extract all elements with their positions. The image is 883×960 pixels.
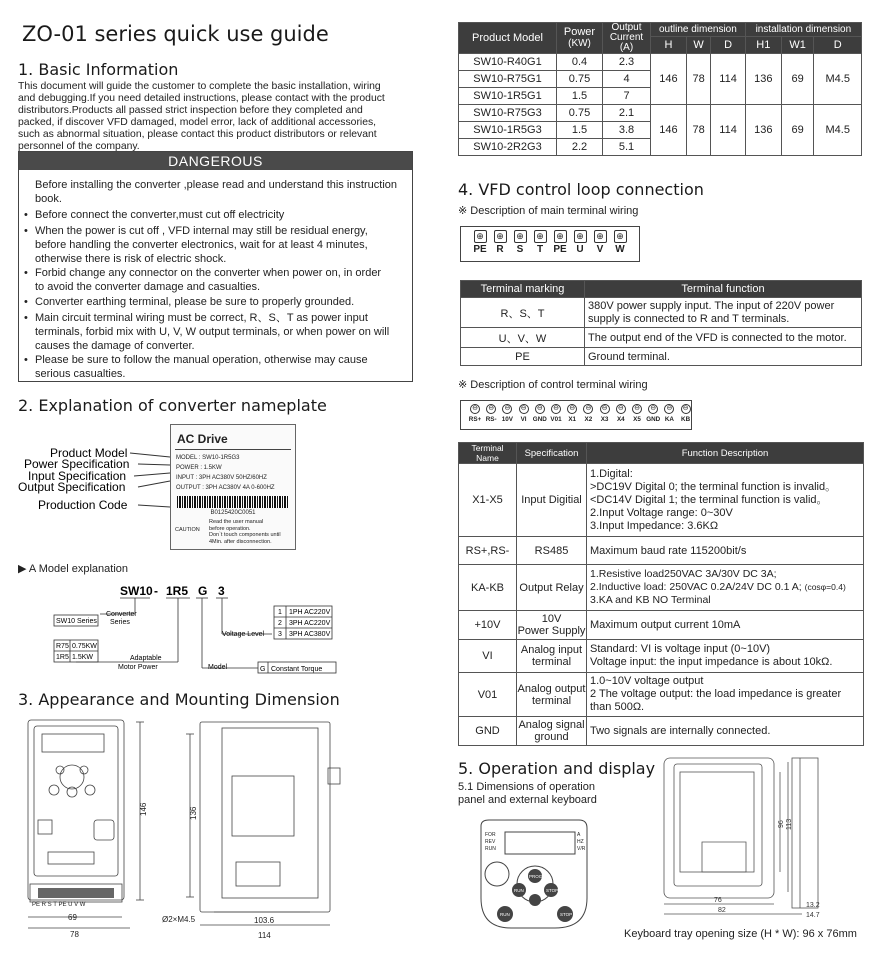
main-terminal-t: ⊕ T [531, 230, 549, 257]
control-terminal-strip [460, 400, 692, 430]
control-terminal-gnd: ⊖ GND [532, 405, 547, 423]
svg-text:3: 3 [278, 631, 282, 638]
control-terminal-rs: ⊖ RS- [485, 405, 497, 423]
control-terminal-desc: ※ Description of control terminal wiring [458, 379, 648, 391]
main-terminal-s: ⊕ S [511, 230, 529, 257]
control-terminal-ka: ⊖ KA [664, 405, 674, 423]
dimension-drawings [10, 712, 430, 944]
svg-text:STOP: STOP [546, 888, 559, 893]
svg-text:G: G [260, 666, 266, 673]
page-title: ZO-01 series quick use guide [22, 22, 329, 46]
warn-line: Forbid change any connector on the converter when power on, in order [35, 267, 382, 279]
svg-text:PE R S T PE U V W: PE R S T PE U V W [32, 902, 86, 908]
nameplate: AC Drive MODEL : SW10-1R5G3 POWER : 1.5KW INPUT : 3PH AC380V 50HZ/60HZ OUTPUT : 3PH AC380V 4A 0-600HZ B0125420C0051 CAUTION Read the user manual before operation. Don`t touch components until 4Min. after disconnection. [170, 424, 296, 550]
svg-text:78: 78 [70, 930, 79, 939]
svg-text:1R5: 1R5 [166, 584, 189, 598]
svg-text:1: 1 [278, 609, 282, 616]
svg-text:13.2: 13.2 [806, 902, 820, 909]
label-production-code: Production Code [38, 498, 128, 512]
control-terminal-x2: ⊖ X2 [584, 405, 593, 423]
svg-text:RUN: RUN [514, 888, 524, 893]
warn-line: terminals, forbid mix with U, V, W output terminals, or when power on will [35, 326, 390, 338]
warn-line: Please be sure to follow the manual operation, otherwise may cause [35, 354, 368, 366]
section-4-heading: 4. VFD control loop connection [458, 180, 704, 199]
plate-code: B0125420C0051 [210, 510, 256, 516]
svg-text:Voltage Level: Voltage Level [222, 631, 265, 638]
svg-text:V/R: V/R [577, 846, 586, 852]
main-terminal-pe: ⊕ PE [553, 231, 567, 255]
warn-line: Converter earthing terminal, please be sure to properly grounded. [35, 296, 355, 308]
section-5-heading: 5. Operation and display [458, 759, 656, 778]
svg-text:1R5: 1R5 [56, 654, 69, 661]
svg-text:136: 136 [189, 806, 198, 820]
svg-text:113: 113 [786, 818, 793, 830]
control-terminal-v01: ⊖ V01 [550, 405, 562, 423]
svg-text:82: 82 [718, 907, 726, 914]
main-terminal-u: ⊕ U [571, 230, 589, 257]
warn-line: causes the damage of converter. [35, 340, 195, 352]
model-code-diagram [40, 578, 350, 676]
control-terminal-x5: ⊖ X5 [633, 405, 641, 423]
warn-line: Main circuit terminal wiring must be correct, R、S、T as power input [35, 312, 368, 324]
svg-text:3PH AC380V: 3PH AC380V [289, 631, 331, 638]
svg-text:69: 69 [68, 913, 77, 922]
svg-text:G: G [198, 584, 208, 598]
label-product-model: Product Model [50, 446, 128, 460]
svg-text:Converter: Converter [106, 611, 137, 618]
main-terminal-table: Terminal marking Terminal function R、S、T 380V power supply input. The input of 220V power supply is connected to R and T terminals. U、V、W The output end of the VFD is connected to the motor. PE Ground terminal. [460, 280, 862, 366]
control-terminal-x3: ⊖ X3 [600, 405, 609, 423]
svg-text:REV: REV [485, 839, 496, 845]
warn-line: Before connect the converter,must cut off electricity [35, 209, 285, 221]
svg-text:14.7: 14.7 [806, 912, 820, 919]
control-terminal-x4: ⊖ X4 [616, 405, 625, 423]
plate-power: POWER : 1.5KW [176, 465, 222, 471]
svg-text:HZ: HZ [577, 839, 584, 845]
svg-text:SW10: SW10 [120, 584, 153, 598]
control-terminal-vi: ⊖ VI [516, 404, 532, 426]
label-power-spec: Power Specification [24, 457, 130, 471]
control-terminal-kb: ⊖ KB [681, 405, 691, 423]
plate-caution: CAUTION [175, 527, 200, 533]
svg-text:114: 114 [258, 931, 271, 940]
main-terminal-strip [460, 226, 640, 262]
section-3-heading: 3. Appearance and Mounting Dimension [18, 690, 340, 709]
main-terminal-w: ⊕ W [615, 231, 625, 255]
product-model-table: Product Model Power (KW) Output Current (A) outline dimension installation dimension H W D H1 W1 D SW10-R40G1 0.4 2.3 146 78 114 136 69 M4.5 SW10-R75G1 0.75 4 SW10-1R5G1 1.5 7 SW10-R75G3 0.75 2.1 146 78 114 136 69 M4.5 SW10-1R5G3 1.5 3.8 SW10-2R2G3 2.2 5.1 [458, 22, 862, 156]
svg-text:RUN: RUN [485, 846, 496, 852]
svg-text:Model: Model [208, 664, 228, 671]
plate-model: MODEL : SW10-1R5G3 [176, 455, 240, 461]
keypad-drawing [475, 818, 595, 930]
svg-text:RUN: RUN [500, 912, 510, 917]
warn-line: to avoid the converter damage and casualties. [35, 281, 261, 293]
col-product-model: Product Model [459, 23, 557, 54]
svg-text:Adaptable: Adaptable [130, 655, 162, 662]
keyboard-tray-drawing [662, 752, 832, 924]
plate-input: INPUT : 3PH AC380V 50HZ/60HZ [176, 475, 267, 481]
svg-text:FOR: FOR [485, 832, 496, 838]
svg-text:PROG: PROG [529, 874, 543, 879]
model-explanation-title: ▶ A Model explanation [18, 563, 128, 575]
section-5-subtitle: 5.1 Dimensions of operation panel and external keyboard [458, 781, 597, 806]
svg-text:1PH AC220V: 1PH AC220V [289, 609, 331, 616]
warn-line: Before installing the converter ,please read and understand this instruction [35, 179, 397, 191]
section-1-heading: 1. Basic Information [18, 60, 179, 79]
label-output-spec: Output Specification [18, 480, 126, 494]
main-terminal-desc: ※ Description of main terminal wiring [458, 205, 639, 217]
control-terminal-rs: ⊖ RS+ [468, 405, 482, 423]
warn-line: before handling the converter electronics, wait for at least 4 minutes, [35, 239, 368, 251]
svg-text:Series: Series [110, 619, 130, 626]
basic-info-text: This document will guide the customer to complete the basic installation, wiring and debugging.If you need detailed instructions, please contact with the product distributors.Products all passed strict inspection before they completed and packed, if discover VFD damaged, model error, lack of additional accessories, such as abnormal situation, please contact this product distributors or relevant personnel of the company. [18, 81, 385, 152]
control-terminal-gnd: ⊖ GND [646, 405, 661, 423]
svg-text:R75: R75 [56, 643, 69, 650]
control-terminal-10v: ⊖ 10V [501, 405, 513, 423]
svg-text:76: 76 [714, 897, 722, 904]
svg-text:STOP: STOP [560, 912, 573, 917]
table-cell: SW10-R40G1 [459, 54, 557, 71]
section-2-heading: 2. Explanation of converter nameplate [18, 396, 327, 415]
nameplate-brand: AC Drive [177, 432, 228, 446]
svg-text:2: 2 [278, 620, 282, 627]
svg-text:1.5KW: 1.5KW [72, 654, 94, 661]
svg-text:0.75KW: 0.75KW [72, 643, 97, 650]
svg-text:-: - [154, 584, 158, 598]
svg-text:103.6: 103.6 [254, 916, 275, 925]
svg-text:Ø2×M4.5: Ø2×M4.5 [162, 915, 196, 924]
svg-text:Constant Torque: Constant Torque [271, 666, 323, 673]
main-terminal-r: ⊕ R [491, 230, 509, 257]
main-terminal-pe: ⊕ PE [473, 231, 487, 255]
svg-text:146: 146 [139, 802, 148, 816]
svg-text:3PH AC220V: 3PH AC220V [289, 620, 331, 627]
warn-line: book. [35, 193, 62, 205]
tray-caption: Keyboard tray opening size (H * W): 96 x 76mm [624, 928, 857, 940]
main-terminal-v: ⊕ V [591, 230, 609, 257]
svg-text:A: A [577, 832, 581, 838]
danger-box: DANGEROUS Before installing the converter ,please read and understand this instruction book. • Before connect the converter,must cut off electricity • When the power is cut off , VFD internal may still be residual energy, before handling the converter electronics, wait for at least 4 minutes, otherwise there is risk of electric shock. • Forbid change any connector on the converter when power on, in order to avoid the converter damage and casualties. • Converter earthing terminal, please be sure to properly grounded. • Main circuit terminal wiring must be correct, R、S、T as power input terminals, forbid mix with U, V, W output terminals, or when power on will causes the damage of converter. • Please be sure to follow the manual operation, otherwise may cause serious casualties. [18, 151, 413, 382]
svg-text:SW10 Series: SW10 Series [56, 618, 97, 625]
svg-text:96: 96 [778, 820, 785, 828]
control-terminal-table: Terminal Name Specification Function Description X1-X5 Input Digitial 1.Digital: >DC19V Digital 0; the terminal function is invalid。 <DC14V Digital 1; the terminal function is valid。 2.Input Voltage range: 0~30V 3.Input Impedance: 3.6KΩ RS+,RS- RS485 Maximum baud rate 115200bit/s KA-KB Output Relay 1.Resistive load250VAC 3A/30V DC 3A; 2.Inductive load: 250VAC 0.2A/24V DC 0.1 A; (cosφ=0.4) 3.KA and KB NO Terminal +10V 10V Power Supply Maximum output current 10mA VI Analog input terminal Standard: VI is voltage input (0~10V) Voltage input: the input impedance is about 10kΩ. V01 Analog output terminal 1.0~10V voltage output 2 The voltage output: the load impedance is greater than 500Ω. GND Analog signal ground Two signals are internally connected. [458, 442, 864, 746]
svg-text:Motor Power: Motor Power [118, 664, 158, 671]
svg-text:3: 3 [218, 584, 225, 598]
warn-line: serious casualties. [35, 368, 126, 380]
control-terminal-x1: ⊖ X1 [568, 405, 577, 423]
warn-line: When the power is cut off , VFD internal may still be residual energy, [35, 225, 368, 237]
warn-line: otherwise there is risk of electric shock. [35, 253, 227, 265]
barcode [177, 496, 289, 508]
plate-output: OUTPUT : 3PH AC380V 4A 0-600HZ [176, 485, 275, 491]
danger-title: DANGEROUS [19, 152, 412, 170]
label-input-spec: Input Specification [28, 469, 127, 483]
